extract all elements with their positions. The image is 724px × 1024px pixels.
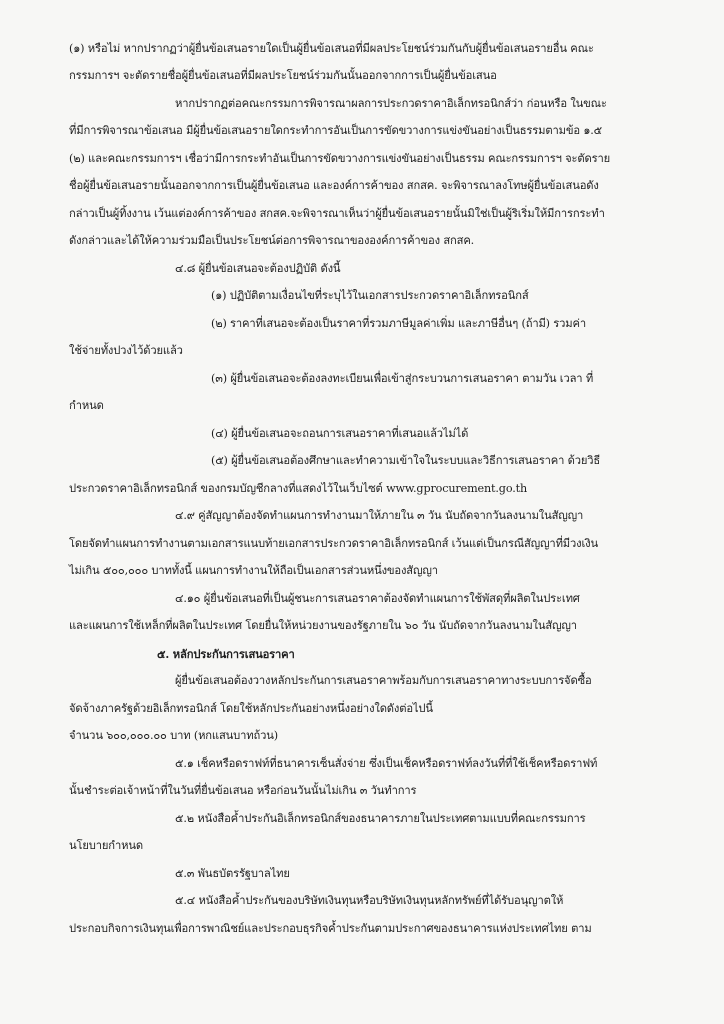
paragraph-line: ผู้ยื่นข้อเสนอต้องวางหลักประกันการเสนอราคาพร้อมกับการเสนอราคาทางระบบการจัดซื้อ <box>175 674 592 687</box>
section-5-2-heading: ๕.๒ หนังสือค้ำประกันอิเล็กทรอนิกส์ของธนาคารภายในประเทศตามแบบที่คณะกรรมการ <box>175 812 586 825</box>
paragraph-line: กำหนด <box>69 399 104 412</box>
section-4-10-heading: ๔.๑๐ ผู้ยื่นข้อเสนอที่เป็นผู้ชนะการเสนอราคาต้องจัดทำแผนการใช้พัสดุที่ผลิตในประเทศ <box>175 592 580 605</box>
paragraph-line: โดยจัดทำแผนการทำงานตามเอกสารแนบท้ายเอกสารประกวดราคาอิเล็กทรอนิกส์ เว้นแต่เป็นกรณีสัญญาที่มีวงเงิน <box>69 537 598 550</box>
section-4-8-heading: ๔.๘ ผู้ยื่นข้อเสนอจะต้องปฏิบัติ ดังนี้ <box>175 262 341 275</box>
paragraph-line: กล่าวเป็นผู้ทิ้งงาน เว้นแต่องค์การค้าของ สกสค.จะพิจารณาเห็นว่าผู้ยื่นข้อเสนอรายนั้นมิใช่เป็นผู้ริเริ่มให้มีการกระทำ <box>69 207 605 220</box>
paragraph-line: (๒) และคณะกรรมการฯ เชื่อว่ามีการกระทำอันเป็นการขัดขวางการแข่งขันอย่างเป็นธรรม คณะกรรมการฯ จะตัดราย <box>69 152 611 165</box>
list-item: (๑) ปฏิบัติตามเงื่อนไขที่ระบุไว้ในเอกสารประกวดราคาอิเล็กทรอนิกส์ <box>211 289 529 302</box>
section-5-4-heading: ๕.๔ หนังสือค้ำประกันของบริษัทเงินทุนหรือบริษัทเงินทุนหลักทรัพย์ที่ได้รับอนุญาตให้ <box>175 894 564 907</box>
paragraph-line: (๑) หรือไม่ หากปรากฏว่าผู้ยื่นข้อเสนอรายใดเป็นผู้ยื่นข้อเสนอที่มีผลประโยชน์ร่วมกันกับผู้ยื่นข้อเสนอรายอื่น คณะ <box>69 42 594 55</box>
paragraph-line: ประกอบกิจการเงินทุนเพื่อการพาณิชย์และประกอบธุรกิจค้ำประกันตามประกาศของธนาคารแห่งประเทศไทย ตาม <box>69 922 592 935</box>
paragraph-line: ดังกล่าวและได้ให้ความร่วมมือเป็นประโยชน์ต่อการพิจารณาขององค์การค้าของ สกสค. <box>69 234 475 247</box>
amount-line: จำนวน ๖๐๐,๐๐๐.๐๐ บาท (หกแสนบาทถ้วน) <box>69 729 278 742</box>
section-4-9-heading: ๔.๙ คู่สัญญาต้องจัดทำแผนการทำงานมาให้ภายใน ๓ วัน นับถัดจากวันลงนามในสัญญา <box>175 509 584 522</box>
list-item: (๓) ผู้ยื่นข้อเสนอจะต้องลงทะเบียนเพื่อเข้าสู่กระบวนการเสนอราคา ตามวัน เวลา ที่ <box>211 372 594 385</box>
section-5-1-heading: ๕.๑ เช็คหรือดราฟท์ที่ธนาคารเซ็นสั่งจ่าย ซึ่งเป็นเช็คหรือดราฟท์ลงวันที่ที่ใช้เช็คหรือดราฟท์ <box>175 757 598 770</box>
paragraph-line: นโยบายกำหนด <box>69 839 143 852</box>
paragraph-line: ชื่อผู้ยื่นข้อเสนอรายนั้นออกจากการเป็นผู้ยื่นข้อเสนอ และองค์การค้าของ สกสค. จะพิจารณาลงโทษผู้ยื่นข้อเสนอดัง <box>69 179 599 192</box>
paragraph-line: ใช้จ่ายทั้งปวงไว้ด้วยแล้ว <box>69 344 183 357</box>
paragraph-line: หากปรากฏต่อคณะกรรมการพิจารณาผลการประกวดราคาอิเล็กทรอนิกส์ว่า ก่อนหรือ ในขณะ <box>175 97 607 110</box>
list-item: (๕) ผู้ยื่นข้อเสนอต้องศึกษาและทำความเข้าใจในระบบและวิธีการเสนอราคา ด้วยวิธี <box>211 454 601 467</box>
paragraph-line: ไม่เกิน ๕๐๐,๐๐๐ บาททั้งนี้ แผนการทำงานให้ถือเป็นเอกสารส่วนหนึ่งของสัญญา <box>69 564 438 577</box>
paragraph-line: จัดจ้างภาครัฐด้วยอิเล็กทรอนิกส์ โดยใช้หลักประกันอย่างหนึ่งอย่างใดดังต่อไปนี้ <box>69 702 433 715</box>
list-item: (๒) ราคาที่เสนอจะต้องเป็นราคาที่รวมภาษีมูลค่าเพิ่ม และภาษีอื่นๆ (ถ้ามี) รวมค่า <box>211 317 586 330</box>
paragraph-line: ที่มีการพิจารณาข้อเสนอ มีผู้ยื่นข้อเสนอรายใดกระทำการอันเป็นการขัดขวางการแข่งขันอย่างเป็นธรรมตามข้อ ๑.๕ <box>69 124 602 137</box>
paragraph-line: ประกวดราคาอิเล็กทรอนิกส์ ของกรมบัญชีกลางที่แสดงไว้ในเว็บไซต์ www.gprocurement.go.th <box>69 482 528 495</box>
section-5-3-heading: ๕.๓ พันธบัตรรัฐบาลไทย <box>175 867 290 880</box>
list-item: (๔) ผู้ยื่นข้อเสนอจะถอนการเสนอราคาที่เสนอแล้วไม่ได้ <box>211 427 469 440</box>
paragraph-line: นั้นชำระต่อเจ้าหน้าที่ในวันที่ยื่นข้อเสนอ หรือก่อนวันนั้นไม่เกิน ๓ วันทำการ <box>69 784 417 797</box>
paragraph-line: และแผนการใช้เหล็กที่ผลิตในประเทศ โดยยื่นให้หน่วยงานของรัฐภายใน ๖๐ วัน นับถัดจากวันลงนามในสัญญา <box>69 619 577 632</box>
paragraph-line: กรรมการฯ จะตัดรายชื่อผู้ยื่นข้อเสนอที่มีผลประโยชน์ร่วมกันนั้นออกจากการเป็นผู้ยื่นข้อเสนอ <box>69 69 497 82</box>
section-5-heading: ๕. หลักประกันการเสนอราคา <box>157 647 295 661</box>
